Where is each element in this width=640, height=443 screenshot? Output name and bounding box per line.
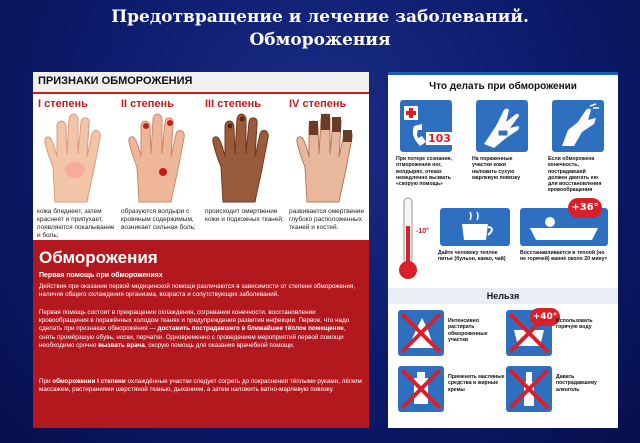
no-rubbing-caption: Интенсивно растирать обмороженные участки — [448, 318, 488, 343]
no-alcohol-caption: Давать пострадавшему алкоголь — [556, 374, 597, 393]
thermometer-icon — [396, 196, 420, 282]
para2-text-d: вызвать врача — [98, 341, 145, 349]
degree-4-desc: развивается омертвение глубоко расположенных тканей и костей. — [289, 208, 365, 231]
signs-title: ПРИЗНАКИ ОБМОРОЖЕНИЯ — [38, 75, 193, 87]
first-aid-para-2 — [39, 309, 363, 350]
alcohol-bottle-icon — [506, 366, 552, 412]
slide-title-line2: Обморожения — [249, 30, 391, 50]
para3-text-a: При — [39, 378, 51, 385]
move-limb-caption: Если обморожена конечность, пострадавший должен двигать ею для восстановления кровообращения — [548, 156, 602, 194]
slide-title — [0, 6, 640, 52]
plus36-badge: +36° — [568, 198, 602, 218]
para3-text-b: обморожении I степени — [52, 378, 126, 385]
para2-text-c: , снять промёрзшую обувь, носки, перчатки. Одновременно с проведением мероприятий первой помощи необходимо срочно — [39, 325, 346, 349]
no-rubbing-card — [398, 310, 444, 356]
first-aid-para-1: Действия при оказании первой медицинской помощи различаются в зависимости от степени обморожения, наличия общего охлаждения организма, возраста и сопутствующих заболеваний. — [39, 283, 356, 299]
forbidden-title: Нельзя — [388, 288, 618, 304]
bandage-caption: На пораженные участки кожи наложить сухую марлевую повязку — [472, 156, 521, 181]
slide-title-line1: Предотвращение и лечение заболеваний. — [111, 7, 529, 27]
degree-1-desc: кожа бледнеет, затем краснеет и припухает, появляются покалывание и боль; — [37, 208, 115, 239]
degree-4-label: IV степень — [289, 98, 347, 110]
hand-degree-1-icon — [37, 112, 113, 206]
call-ambulance-caption: При потере сознания, отморожении ног, волдырях, отеках немедленно вызвать «скорую помощь» — [396, 156, 452, 188]
phone-number-text: 103 — [428, 132, 451, 145]
warm-drink-caption: Дайте человеку теплое питье (бульон, какао, чай) — [438, 250, 506, 263]
what-to-do-panel — [388, 72, 618, 428]
signs-header — [33, 72, 369, 94]
call-ambulance-card — [400, 100, 452, 152]
cup-icon — [440, 208, 510, 246]
para3-text-c: охлаждённые участки следует согреть до покраснения тёплыми руками, лёгким массажем, растираниями шерстяной тканью, дыханием, а затем наложить ватно-марлевую повязку. — [39, 378, 362, 394]
no-alcohol-card — [506, 366, 552, 412]
para2-text-b: доставить пострадавшего в ближайшее тёплое помещение — [157, 325, 344, 333]
no-creams-card — [398, 366, 444, 412]
no-rubbing-icon — [398, 310, 444, 356]
no-creams-caption: Применять масляные средства и жирные кремы — [448, 374, 505, 393]
plus40-badge: +40° — [530, 308, 560, 326]
hand-bandage-icon — [476, 100, 528, 152]
hand-degree-3-icon — [205, 112, 281, 206]
what-to-do-title: Что делать при обморожении — [429, 81, 577, 92]
warm-drink-card — [440, 208, 510, 246]
move-limb-card — [552, 100, 604, 152]
cream-bottle-icon — [398, 366, 444, 412]
right-top-border — [388, 72, 618, 75]
frostbite-signs-panel — [33, 72, 369, 428]
bandage-card — [476, 100, 528, 152]
degree-2-label: II степень — [121, 98, 174, 110]
first-aid-para-3 — [39, 378, 363, 394]
para2-text-e: , скорую помощь для оказания врачебной помощи. — [144, 341, 295, 349]
degree-2-desc: образуются волдыри с кровяным содержимым, возникает сильная боль; — [121, 208, 196, 231]
no-hot-water-caption: Использовать горячую воду — [556, 318, 593, 331]
first-aid-subtitle: Первая помощь при обморожениях — [39, 272, 163, 279]
hand-degree-4-icon — [289, 112, 365, 206]
degree-3-label: III степень — [205, 98, 262, 110]
para2-text-a: Первая помощь состоит в прекращении охлаждения, согревании конечности, восстановлении кровообращения в поражённых холодом тканях и предупреждения развития инфекции. Первое, что надо сделать при признаках обморожения — — [39, 309, 350, 333]
degree-1-label: I степень — [38, 98, 88, 110]
degree-3-desc: происходит омертвение кожи и подкожных тканей; — [205, 208, 284, 223]
warm-bath-caption: Восстанавливается в теплой (но не горячей) ванне около 20 минут — [520, 250, 608, 263]
thermometer-minus-label: -10° — [416, 228, 429, 235]
first-aid-title: Обморожения — [39, 248, 158, 267]
hand-degree-2-icon — [121, 112, 197, 206]
arm-exercise-icon — [552, 100, 604, 152]
